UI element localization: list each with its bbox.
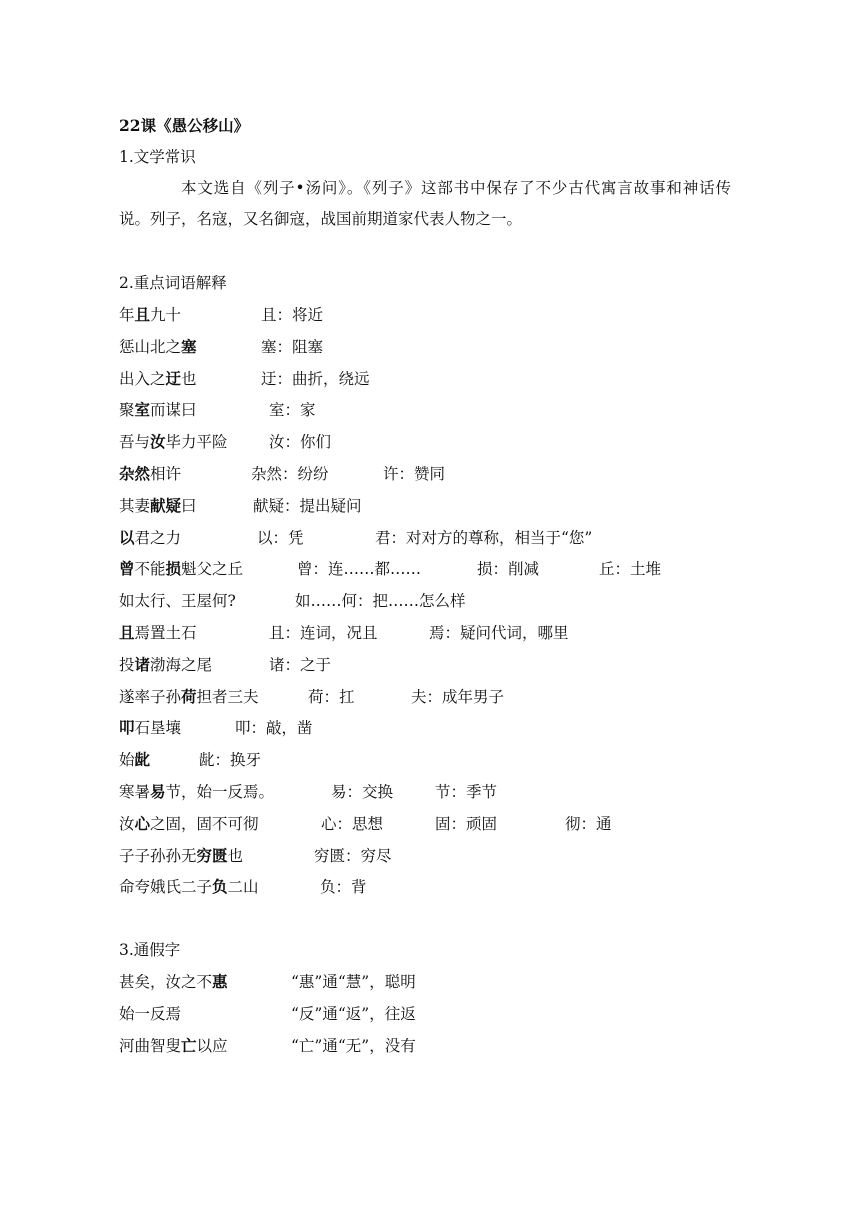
- phrase-text: 焉置土石: [134, 624, 197, 642]
- key-word: 易: [150, 782, 166, 801]
- key-word: 献疑: [150, 495, 182, 515]
- definition: 龀：换牙: [199, 751, 262, 770]
- phrase-text: 也: [181, 369, 197, 388]
- phrase-text: 石垦壤: [134, 719, 182, 738]
- phrase: [119, 464, 181, 484]
- key-word: 汝: [150, 432, 166, 452]
- definition: 损：削减: [477, 560, 540, 579]
- phrase-text: 担者三夫: [196, 687, 259, 706]
- phrase-text: 曰: [181, 496, 197, 515]
- phrase: [119, 972, 228, 992]
- phrase-text: 毕力平险: [165, 433, 228, 452]
- key-word: 心: [134, 813, 151, 833]
- phrase-text: 魁父之丘: [181, 560, 244, 579]
- phrase: [119, 337, 197, 357]
- definition: 汝：你们: [269, 433, 332, 452]
- key-word: 荷: [181, 686, 197, 706]
- key-word: 穷匮: [196, 845, 228, 865]
- section-heading-literature: 1.文学常识: [119, 148, 196, 166]
- phrase-text: 相许: [150, 465, 182, 483]
- definition: 彻：通: [565, 814, 612, 833]
- phrase: [119, 782, 274, 802]
- definition: 且：连词，况且: [269, 624, 378, 642]
- phrase: [119, 687, 259, 707]
- phrase: [119, 432, 228, 452]
- phrase-text: 也: [227, 846, 244, 865]
- definition: 曾：连……都……: [297, 560, 422, 579]
- section-heading-vocabulary: 2.重点词语解释: [119, 274, 227, 292]
- key-word: 惠: [212, 972, 228, 991]
- definition: 如……何：把……怎么样: [295, 592, 466, 611]
- definition: 穷匮：穷尽: [314, 846, 392, 865]
- definition: 室：家: [269, 401, 316, 420]
- definition: 迂：曲折，绕远: [261, 369, 370, 388]
- key-word: 塞: [181, 336, 197, 356]
- phrase-text: 寒暑: [119, 783, 151, 801]
- phrase: [119, 591, 236, 611]
- definition: 心：思想: [321, 814, 384, 833]
- phrase: [119, 400, 197, 420]
- phrase-text: 投: [119, 655, 135, 674]
- key-word: 室: [134, 400, 151, 420]
- section-heading-tongjia: 3.通假字: [119, 941, 181, 959]
- phrase: [119, 718, 181, 738]
- phrase-text: 年: [119, 306, 135, 324]
- phrase-text: 九十: [150, 306, 182, 324]
- key-word: 且: [119, 623, 135, 642]
- phrase-text: 出入之: [119, 369, 166, 388]
- phrase-text: 而谋曰: [150, 401, 197, 420]
- phrase-text: 甚矣，汝之不: [119, 973, 213, 991]
- phrase-text: 子子孙孙无: [119, 846, 197, 865]
- definition: 节：季节: [435, 783, 498, 801]
- definition: 荷：扛: [308, 687, 355, 706]
- key-word: 杂然: [119, 464, 151, 483]
- phrase: [119, 305, 181, 325]
- definition: 负：背: [320, 878, 367, 897]
- phrase-text: 始一反焉: [119, 1005, 182, 1023]
- key-word: 以: [119, 527, 135, 547]
- phrase: [119, 1004, 181, 1024]
- phrase: [119, 1036, 228, 1056]
- phrase: [119, 528, 181, 548]
- definition: 许：赞同: [383, 465, 446, 483]
- definition: “惠”通“慧”，聪明: [291, 973, 416, 991]
- phrase-text: 命夸娥氏二子: [119, 878, 213, 897]
- definition: 君：对对方的尊称，相当于“您”: [375, 528, 593, 547]
- key-word: 迂: [165, 368, 182, 388]
- phrase-text: 节，始一反焉。: [165, 783, 275, 801]
- definition: 固：顽固: [435, 814, 498, 833]
- phrase: [119, 369, 197, 389]
- definition: 叩：敲，凿: [235, 719, 313, 738]
- literature-paragraph: 本文选自《列子•汤问》。《列子》这部书中保存了不少古代寓言故事和神话传说。列子，名寇，又名御寇，战国前期道家代表人物之一。: [119, 179, 731, 228]
- phrase-text: 二山: [227, 878, 259, 897]
- definition: 塞：阻塞: [261, 337, 324, 356]
- key-word: 且: [134, 305, 151, 324]
- definition: 以：凭: [257, 528, 304, 547]
- definition: 焉：疑问代词，哪里: [429, 624, 569, 642]
- key-word: 亡: [181, 1036, 197, 1055]
- phrase-text: 君之力: [134, 528, 182, 547]
- phrase-text: 其妻: [119, 496, 151, 515]
- phrase: [119, 496, 197, 516]
- phrase-text: 如太行、王屋何?: [119, 592, 236, 611]
- definition: 易：交换: [331, 783, 394, 801]
- definition: 丘：土堆: [599, 560, 662, 579]
- phrase-text: 以应: [196, 1037, 228, 1055]
- phrase-text: 始: [119, 751, 135, 770]
- key-word: 叩: [119, 718, 135, 738]
- phrase-text: 汝: [119, 814, 135, 833]
- definition: 献疑：提出疑问: [253, 496, 362, 515]
- key-word: 龀: [134, 750, 151, 770]
- phrase-text: 之固，固不可彻: [150, 814, 259, 833]
- phrase-text: 不能: [134, 560, 166, 579]
- phrase-text: 河曲智叟: [119, 1037, 182, 1055]
- definition: “反”通“返”，往返: [291, 1005, 416, 1023]
- definition: “亡”通“无”，没有: [291, 1037, 416, 1055]
- phrase-text: 吾与: [119, 433, 151, 452]
- phrase: [119, 877, 259, 897]
- definition: 杂然：纷纷: [251, 465, 329, 483]
- phrase-text: 遂率子孙: [119, 687, 182, 706]
- lesson-title: 22课《愚公移山》: [119, 116, 250, 135]
- phrase: [119, 814, 259, 834]
- phrase: [119, 750, 150, 770]
- key-word: 曾: [119, 559, 135, 579]
- phrase: [119, 655, 212, 675]
- phrase: [119, 846, 243, 866]
- phrase: [119, 623, 197, 643]
- definition: 诸：之于: [269, 655, 332, 674]
- definition: 且：将近: [261, 306, 324, 324]
- phrase-text: 聚: [119, 401, 135, 420]
- key-word: 损: [165, 559, 182, 579]
- key-word: 负: [212, 877, 228, 897]
- phrase-text: 惩山北之: [119, 337, 182, 356]
- phrase: [119, 559, 243, 579]
- definition: 夫：成年男子: [411, 687, 505, 706]
- key-word: 诸: [134, 654, 151, 674]
- phrase-text: 渤海之尾: [150, 655, 213, 674]
